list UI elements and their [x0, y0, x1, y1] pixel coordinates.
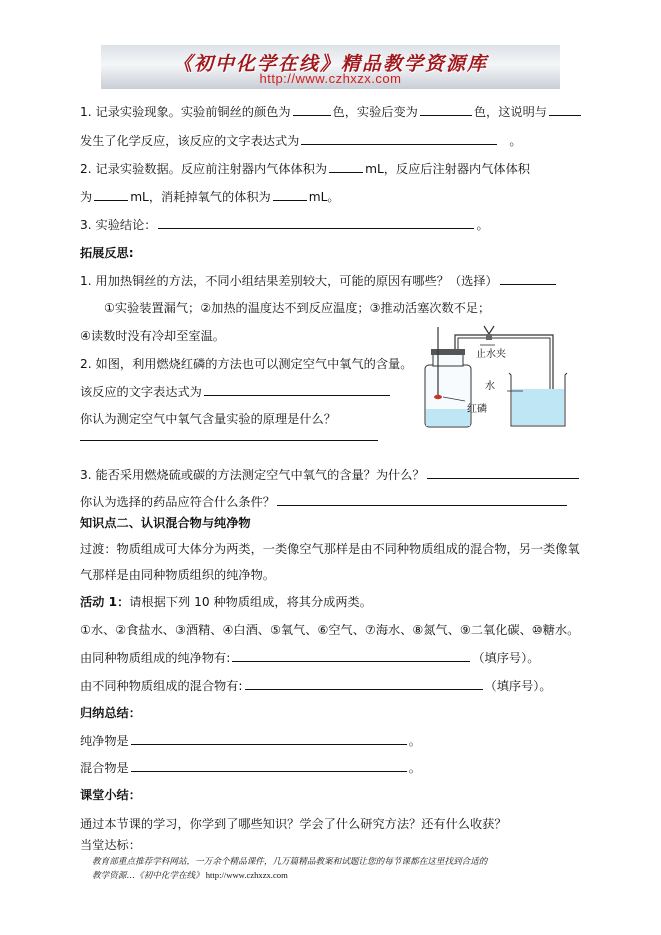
paragraph-line: 过渡：物质组成可大体分为两类，一类像空气那样是由不同种物质组成的混合物，另一类像氧	[80, 542, 580, 556]
footer-url[interactable]: http://www.czhxzx.com	[205, 870, 288, 880]
text: mL。	[308, 190, 340, 204]
conclusion-line	[80, 216, 489, 233]
answer-blank[interactable]	[427, 467, 579, 479]
substance-list: ①水、②食盐水、③酒精、④白酒、⑤氧气、⑥空气、⑦海水、⑧氮气、⑨二氧化碳、⑩糖水。	[80, 623, 580, 637]
banner-url[interactable]: http://www.czhxzx.com	[259, 71, 402, 86]
volume-line	[80, 188, 340, 205]
answer-blank[interactable]	[293, 104, 331, 116]
text: 色，实验后变为	[332, 105, 418, 119]
text: 你认为选择的药品应符合什么条件？	[80, 495, 275, 509]
answer-blank[interactable]	[500, 273, 556, 285]
text: 。	[408, 761, 421, 775]
question-line	[80, 493, 569, 510]
section-heading-class-summary: 课堂小结：	[80, 788, 141, 802]
activity-line	[80, 593, 372, 610]
apparatus-diagram	[405, 325, 570, 430]
phosphorus-mark	[434, 395, 442, 399]
activity-label: 活动 1：	[80, 595, 130, 609]
text: 色，这说明与	[473, 105, 547, 119]
section-heading-reflection: 拓展反思:	[80, 246, 134, 260]
answer-blank[interactable]	[329, 161, 363, 173]
clamp-icon	[484, 326, 494, 334]
stopper	[431, 349, 465, 355]
text: 。	[476, 218, 489, 232]
text: mL，反应后注射器内气体体积	[365, 162, 530, 176]
section-heading-summary: 归纳总结：	[80, 706, 141, 720]
text: 3. 实验结论：	[80, 218, 157, 232]
section-heading-knowledge-2: 知识点二、认识混合物与纯净物	[80, 516, 251, 530]
text: 1. 记录实验现象。实验前铜丝的颜色为	[80, 105, 291, 119]
record-data-line	[80, 160, 530, 177]
answer-blank[interactable]	[94, 189, 128, 201]
text: （填序号）。	[472, 651, 540, 665]
text: 由不同种物质组成的混合物有:	[80, 679, 243, 693]
answer-blank[interactable]	[158, 217, 474, 229]
header-banner	[101, 45, 560, 89]
text: 纯净物是	[80, 734, 129, 748]
pure-substance-line	[80, 649, 539, 666]
text: 由同种物质组成的纯净物有:	[80, 651, 231, 665]
text: 3. 能否采用燃烧硫或碳的方法测定空气中氧气的含量？为什么？	[80, 468, 425, 482]
text: 教学资源…《初中化学在线》	[92, 871, 204, 881]
mixture-definition-line	[80, 759, 421, 776]
answer-blank[interactable]	[420, 104, 472, 116]
question-line	[80, 272, 558, 289]
answer-blank[interactable]	[245, 678, 483, 690]
record-phenomenon-line	[80, 103, 583, 120]
text: 为	[80, 190, 93, 204]
water-label: 水	[485, 381, 495, 392]
options-line: ①实验装置漏气；②加热的温度达不到反应温度；③推动活塞次数不足；	[104, 301, 491, 315]
answer-blank[interactable]	[277, 494, 567, 506]
options-line-2: ④读数时没有冷却至室温。	[80, 329, 225, 343]
text: mL，消耗掉氧气的体积为	[130, 190, 271, 204]
expression-line	[80, 383, 392, 400]
principle-question: 你认为测定空气中氧气含量实验的原理是什么？	[80, 412, 336, 426]
answer-blank[interactable]	[549, 104, 581, 116]
text: 。	[509, 134, 522, 148]
question-line: 2. 如图，利用燃烧红磷的方法也可以测定空气中氧气的含量。	[80, 357, 413, 371]
answer-blank[interactable]	[204, 384, 390, 396]
text: 1. 用加热铜丝的方法，不同小组结果差别较大，可能的原因有哪些？（选择）	[80, 274, 498, 288]
text: 该反应的文字表达式为	[80, 385, 202, 399]
summary-question: 通过本节课的学习，你学到了哪些知识？学会了什么研究方法？还有什么收获？	[80, 817, 507, 831]
banner-title: 《初中化学在线》精品教学资源库	[172, 53, 488, 75]
practice-heading: 当堂达标：	[80, 838, 141, 852]
text: 请根据下列 10 种物质组成，将其分成两类。	[129, 595, 372, 609]
answer-blank[interactable]	[273, 189, 307, 201]
text: 发生了化学反应，该反应的文字表达式为	[80, 134, 300, 148]
footer-line-1: 教育部重点推荐学科网站，一万余个精品课件，几万篇精品教案和试题让您的每节课都在这里找到合适的	[92, 857, 488, 867]
text: 。	[408, 734, 421, 748]
text: 混合物是	[80, 761, 129, 775]
pure-definition-line	[80, 732, 421, 749]
answer-blank[interactable]	[80, 440, 378, 441]
text: （填序号）。	[484, 679, 552, 693]
mixture-line	[80, 677, 552, 694]
phosphorus-label: 红磷	[467, 404, 487, 415]
text: 2. 记录实验数据。反应前注射器内气体体积为	[80, 162, 328, 176]
question-line	[80, 466, 581, 483]
answer-blank[interactable]	[232, 650, 470, 662]
answer-blank[interactable]	[301, 133, 497, 145]
answer-blank[interactable]	[131, 760, 407, 772]
reaction-expression-line	[80, 132, 522, 149]
clamp-label: 止水夹	[476, 349, 506, 360]
paragraph-line: 气那样是由同种物质组织的纯净物。	[80, 568, 275, 582]
footer-line-2	[92, 869, 288, 881]
answer-blank[interactable]	[131, 733, 407, 745]
